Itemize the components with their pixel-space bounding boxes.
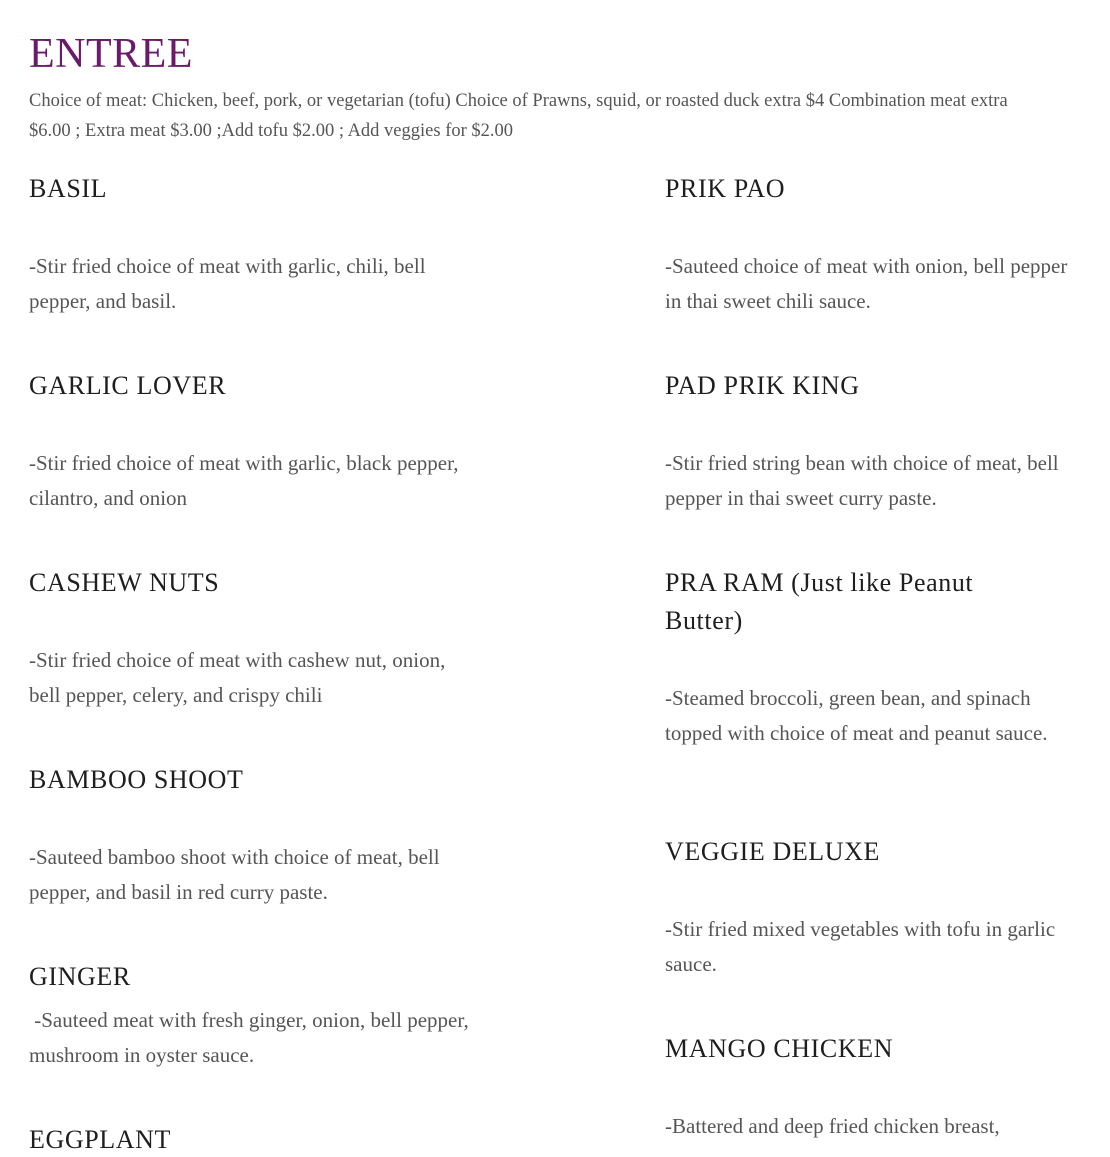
menu-item-name: CASHEW NUTS	[29, 568, 220, 597]
menu-item-description: -Stir fried choice of meat with cashew nut, onion, bell pepper, celery, and crispy chili	[29, 648, 446, 707]
menu-item-name: PRA RAM (Just like Peanut Butter)	[665, 568, 974, 635]
menu-item-name: EGGPLANT	[29, 1125, 172, 1154]
menu-item-description: -Stir fried string bean with choice of meat, bell pepper in thai sweet curry paste.	[665, 451, 1059, 510]
menu-item-description: -Stir fried mixed vegetables with tofu in garlic sauce.	[665, 917, 1056, 976]
page-title: ENTREE	[29, 31, 193, 77]
menu-item-name: BAMBOO SHOOT	[29, 765, 244, 794]
menu-item-name: BASIL	[29, 174, 108, 203]
menu-item-description: -Steamed broccoli, green bean, and spinach topped with choice of meat and peanut sauce.	[665, 686, 1048, 745]
menu-item-description: -Sauteed bamboo shoot with choice of meat, bell pepper, and basil in red curry paste.	[29, 845, 440, 904]
menu-item-name: GARLIC LOVER	[29, 371, 227, 400]
menu-item-description: -Sauteed choice of meat with onion, bell pepper in thai sweet chili sauce.	[665, 254, 1068, 313]
menu-item-name: MANGO CHICKEN	[665, 1034, 894, 1063]
menu-item-name: VEGGIE DELUXE	[665, 837, 881, 866]
menu-item-name: PRIK PAO	[665, 174, 786, 203]
menu-item-description: -Sauteed meat with fresh ginger, onion, bell pepper, mushroom in oyster sauce.	[29, 1008, 475, 1067]
menu-item-description: -Stir fried choice of meat with garlic, chili, bell pepper, and basil.	[29, 254, 426, 313]
menu-item-description: -Battered and deep fried chicken breast,	[665, 1114, 1000, 1138]
menu-item-name: GINGER	[29, 962, 131, 991]
menu-item-name: PAD PRIK KING	[665, 371, 860, 400]
meat-choice-note: Choice of meat: Chicken, beef, pork, or vegetarian (tofu) Choice of Prawns, squid, or roasted duck extra $4 Combination meat extra $6.00 ; Extra meat $3.00 ;Add tofu $2.00 ; Add veggies for $2.00	[29, 91, 1008, 141]
menu-item-description: -Stir fried choice of meat with garlic, black pepper, cilantro, and onion	[29, 451, 459, 510]
